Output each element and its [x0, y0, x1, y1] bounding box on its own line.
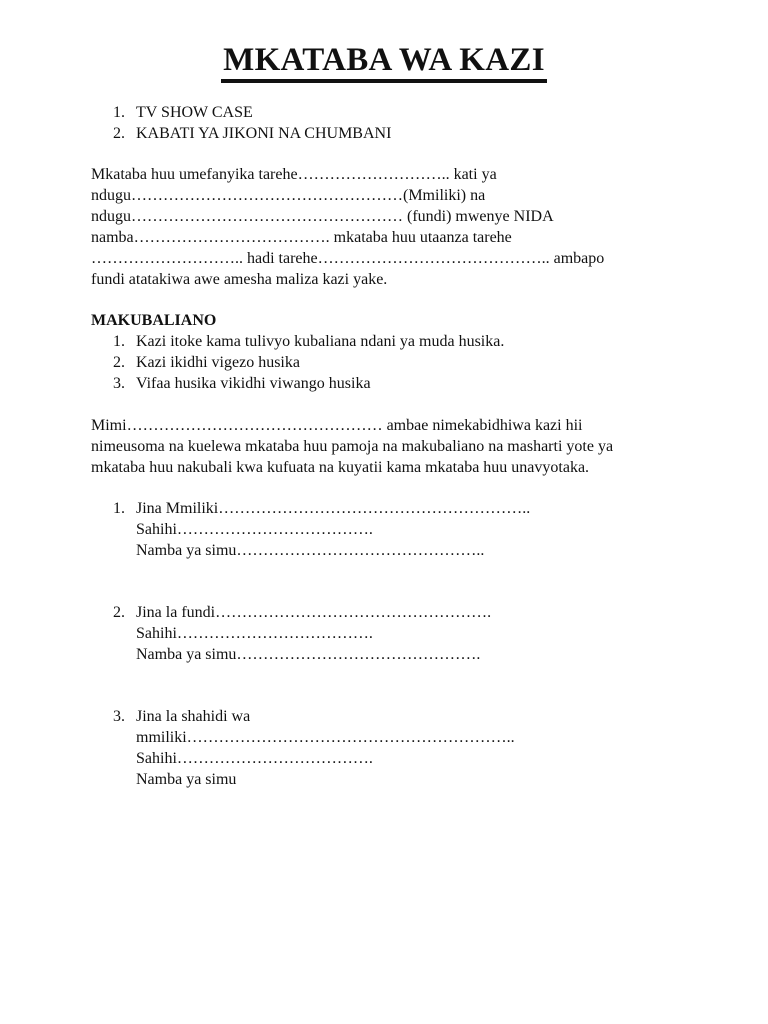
intro-line: ndugu……………………………………………(Mmiliki) na	[91, 187, 486, 204]
agreement-number: 3.	[113, 375, 125, 392]
intro-line: ndugu…………………………………………… (fundi) mwenye NIDA	[91, 208, 554, 225]
agreement-text: Kazi ikidhi vigezo husika	[136, 354, 300, 371]
item-text: KABATI YA JIKONI NA CHUMBANI	[136, 125, 392, 142]
signature-number: 3.	[113, 708, 125, 725]
agreement-number: 1.	[113, 333, 125, 350]
intro-line: fundi atatakiwa awe amesha maliza kazi yake.	[91, 271, 388, 288]
agreement-number: 2.	[113, 354, 125, 371]
document-title-text: MKATABA WA KAZI	[221, 41, 547, 83]
signature-line: Sahihi……………………………….	[136, 521, 373, 538]
intro-line: Mkataba huu umefanyika tarehe……………………….. kati ya	[91, 166, 497, 183]
agreements-heading: MAKUBALIANO	[91, 312, 217, 329]
signature-line: Jina la fundi…………………………………………….	[136, 604, 492, 621]
declaration-line: nimeusoma na kuelewa mkataba huu pamoja na makubaliano na masharti yote ya	[91, 438, 614, 455]
signature-line: Sahihi……………………………….	[136, 625, 373, 642]
signature-number: 2.	[113, 604, 125, 621]
declaration-line: Mimi………………………………………… ambae nimekabidhiwa kazi hii	[91, 417, 583, 434]
signature-line: Namba ya simu………………………………………..	[136, 542, 485, 559]
intro-line: namba………………………………. mkataba huu utaanza tarehe	[91, 229, 512, 246]
item-number: 2.	[113, 125, 125, 142]
agreement-text: Kazi itoke kama tulivyo kubaliana ndani ya muda husika.	[136, 333, 505, 350]
signature-line: mmiliki……………………………………………………..	[136, 729, 515, 746]
signature-line: Jina Mmiliki…………………………………………………..	[136, 500, 531, 517]
item-number: 1.	[113, 104, 125, 121]
item-text: TV SHOW CASE	[136, 104, 253, 121]
declaration-line: mkataba huu nakubali kwa kufuata na kuyatii kama mkataba huu unavyotaka.	[91, 459, 590, 476]
signature-number: 1.	[113, 500, 125, 517]
signature-line: Sahihi……………………………….	[136, 750, 373, 767]
signature-line: Jina la shahidi wa	[136, 708, 251, 725]
agreement-text: Vifaa husika vikidhi viwango husika	[136, 375, 371, 392]
intro-line: ……………………….. hadi tarehe…………………………………….. ambapo	[91, 250, 605, 267]
signature-line: Namba ya simu……………………………………….	[136, 646, 481, 663]
document-title	[0, 40, 768, 83]
signature-line: Namba ya simu	[136, 771, 237, 788]
